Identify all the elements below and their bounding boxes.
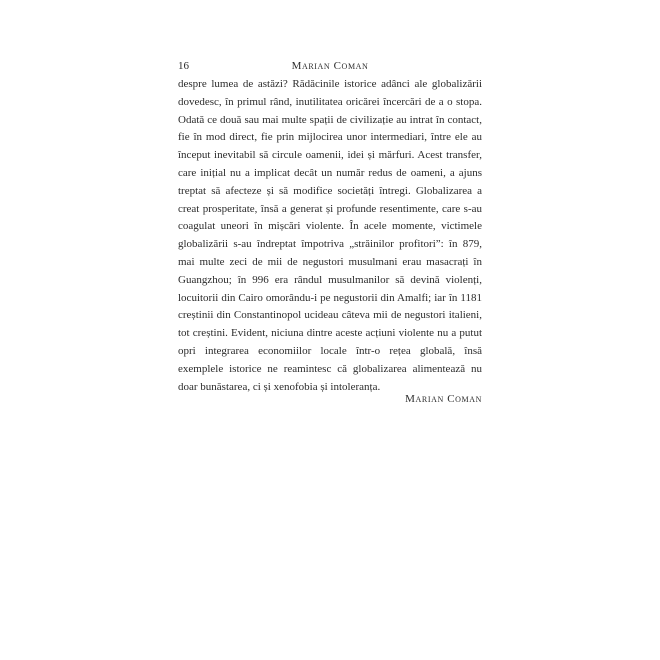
page-number: 16 [178,60,189,72]
running-head-author: Marian Coman [291,60,369,72]
author-signature: Marian Coman [405,393,482,405]
body-paragraph: despre lumea de astăzi? Rădăcinile istorice adânci ale globalizării dovedesc, în primul rând, inutilitatea oricărei încercări de a o stopa. Odată ce două sau mai multe spații de civilizație au intrat în contact, fie în mod direct, fie prin mijlocirea unor intermediari, între ele au început inevitabil să circule oamenii, idei și mărfuri. Acest transfer, care inițial nu a implicat decât un număr redus de oameni, a ajuns treptat să afecteze și să modifice societăți întregi. Globalizarea a creat prosperitate, însă a generat și profunde resentimente, care s-au coagulat uneori în mișcări violente. În acele momente, victimele globalizării s-au îndreptat împotriva „străinilor profitori”: în 879, mai multe zeci de mii de negustori musulmani erau masacrați în Guangzhou; în 996 era rândul musulmanilor să devină violenți, locuitorii din Cairo omorându-i pe negustorii din Amalfi; iar în 1181 creștinii din Constantinopol ucideau câteva mii de negustori italieni, tot creștini. Evident, niciuna dintre aceste acțiuni violente nu a putut opri integrarea economiilor locale într-o rețea globală, însă exemplele istorice ne reamintesc că globalizarea alimentează nu doar bunăstarea, ci și xenofobia și intoleranța. [178,78,482,393]
page-header [178,59,482,73]
